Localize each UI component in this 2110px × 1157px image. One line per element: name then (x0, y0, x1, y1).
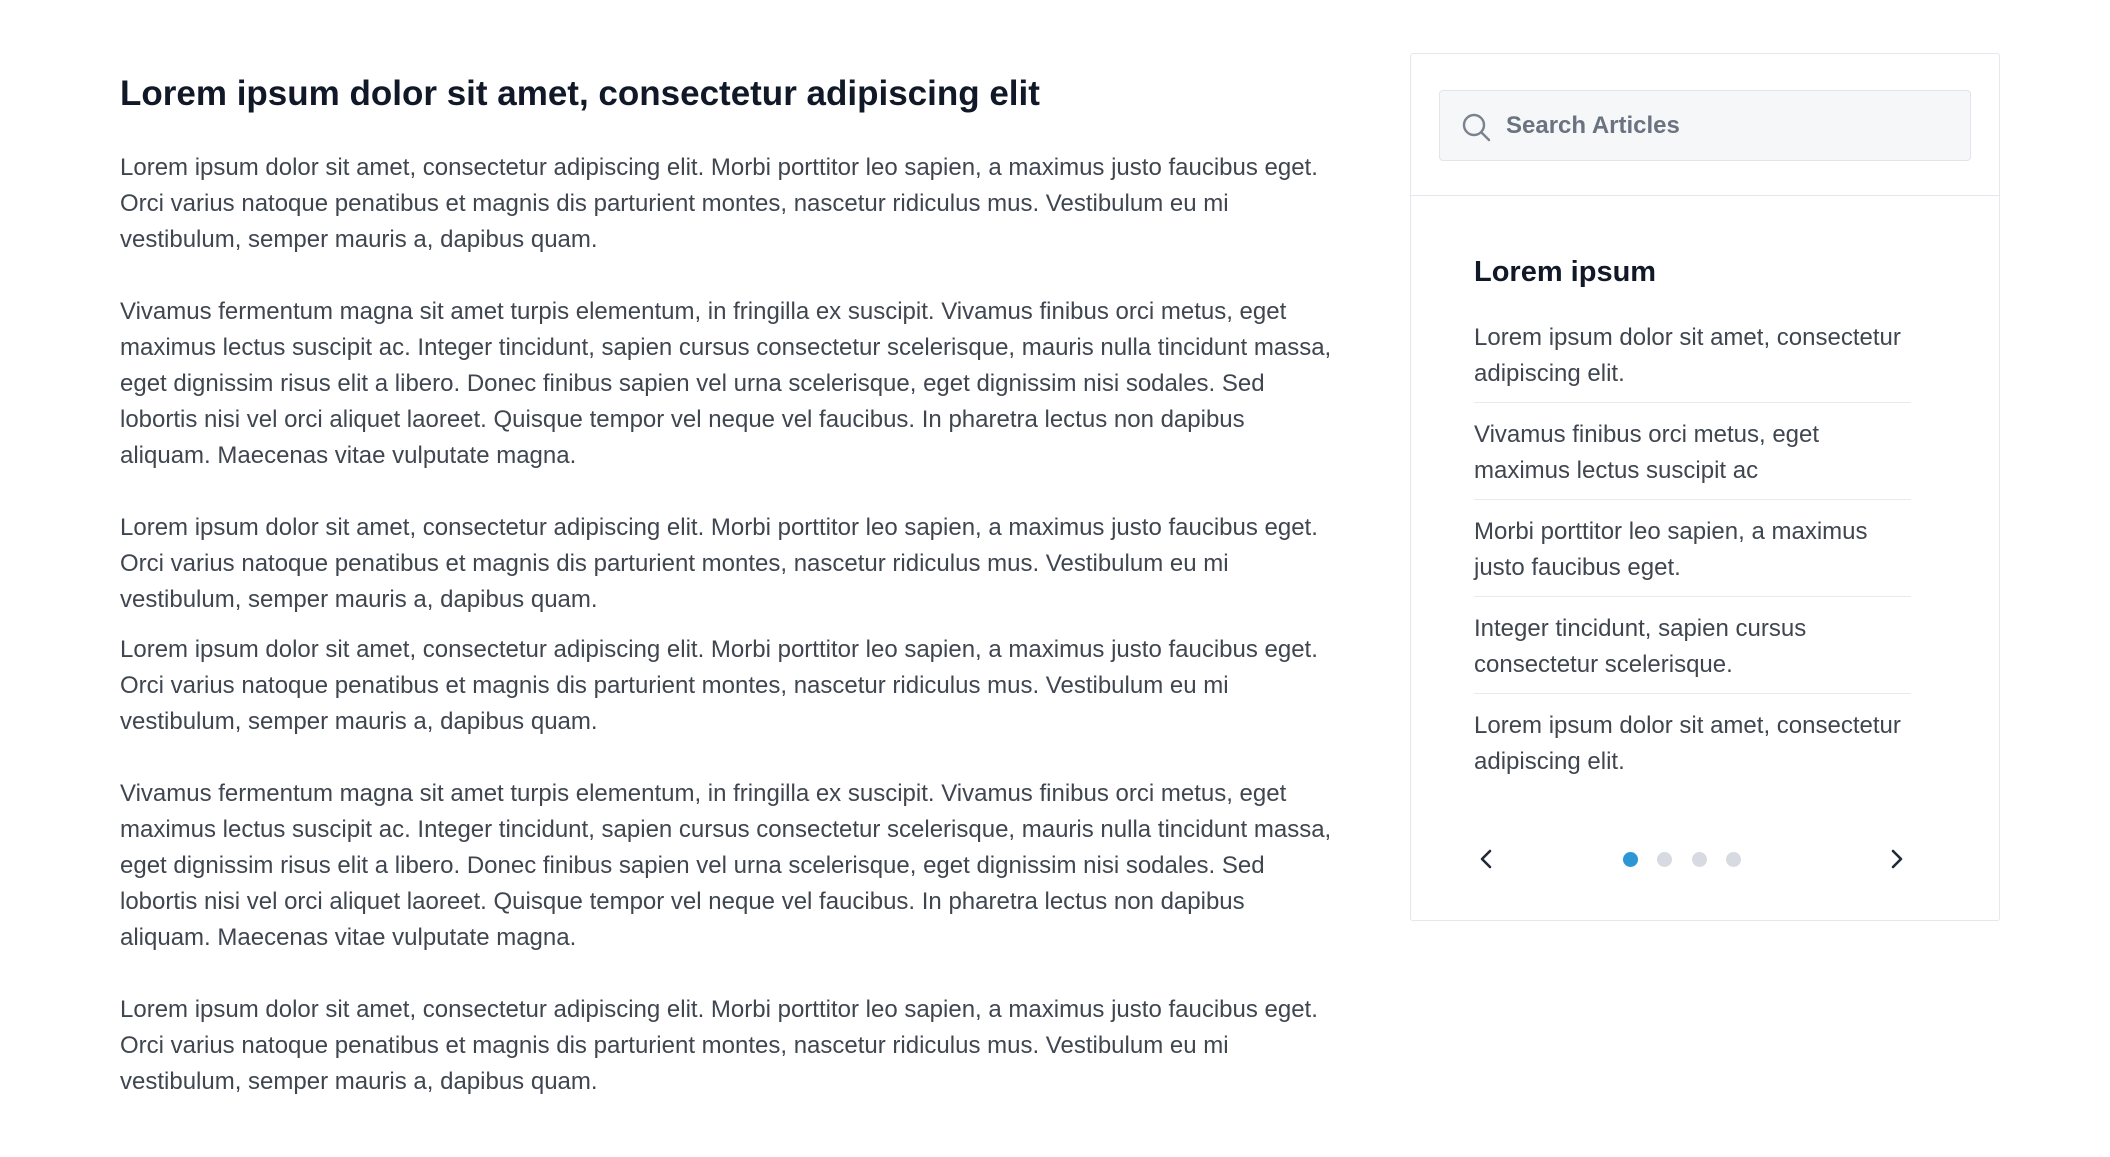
article-title: Lorem ipsum dolor sit amet, consectetur adipiscing elit (120, 74, 1040, 113)
search-icon (1460, 111, 1492, 143)
chevron-right-icon[interactable] (1881, 844, 1911, 874)
list-item[interactable]: Integer tincidunt, sapien cursus consectetur scelerisque. (1474, 611, 1911, 694)
sidebar (1410, 53, 2000, 921)
article-list (1474, 320, 1911, 790)
carousel-dot[interactable] (1726, 852, 1741, 867)
carousel-dot[interactable] (1623, 852, 1638, 867)
list-item[interactable]: Lorem ipsum dolor sit amet, consectetur adipiscing elit. (1474, 320, 1911, 403)
article (120, 68, 1340, 1100)
article-paragraph: Vivamus fermentum magna sit amet turpis elementum, in fringilla ex suscipit. Vivamus finibus orci metus, eget maximus lectus suscipit ac. Integer tincidunt, sapien cursus consectetur scelerisque, mauris nulla tincidunt massa, eget dignissim risus elit a libero. Donec finibus sapien vel urna scelerisque, eget dignissim nisi sodales. Sed lobortis nisi vel orci aliquet laoreet. Quisque tempor vel neque vel faucibus. In pharetra lectus non dapibus aliquam. Maecenas vitae vulputate magna. (120, 780, 1332, 951)
search-section (1411, 54, 1999, 196)
article-paragraph: Vivamus fermentum magna sit amet turpis elementum, in fringilla ex suscipit. Vivamus finibus orci metus, eget maximus lectus suscipit ac. Integer tincidunt, sapien cursus consectetur scelerisque, mauris nulla tincidunt massa, eget dignissim risus elit a libero. Donec finibus sapien vel urna scelerisque, eget dignissim nisi sodales. Sed lobortis nisi vel orci aliquet laoreet. Quisque tempor vel neque vel faucibus. In pharetra lectus non dapibus aliquam. Maecenas vitae vulputate magna. (120, 298, 1332, 469)
article-paragraph: Lorem ipsum dolor sit amet, consectetur adipiscing elit. Morbi porttitor leo sapien, a maximus justo faucibus eget. Orci varius natoque penatibus et magnis dis parturient montes, nascetur ridiculus mus. Vestibulum eu mi vestibulum, semper mauris a, dapibus quam. (120, 154, 1318, 253)
carousel-dots (1623, 852, 1756, 868)
list-item[interactable]: Lorem ipsum dolor sit amet, consectetur adipiscing elit. (1474, 712, 1901, 775)
carousel-dot[interactable] (1657, 852, 1672, 867)
search-input[interactable] (1506, 91, 1958, 160)
article-paragraph: Lorem ipsum dolor sit amet, consectetur adipiscing elit. Morbi porttitor leo sapien, a maximus justo faucibus eget. Orci varius natoque penatibus et magnis dis parturient montes, nascetur ridiculus mus. Vestibulum eu mi vestibulum, semper mauris a, dapibus quam. (120, 636, 1318, 735)
article-list-card (1411, 252, 1999, 790)
search-box[interactable] (1439, 90, 1971, 161)
article-paragraph: Lorem ipsum dolor sit amet, consectetur adipiscing elit. Morbi porttitor leo sapien, a maximus justo faucibus eget. Orci varius natoque penatibus et magnis dis parturient montes, nascetur ridiculus mus. Vestibulum eu mi vestibulum, semper mauris a, dapibus quam. (120, 996, 1318, 1095)
chevron-left-icon[interactable] (1472, 844, 1502, 874)
card-title: Lorem ipsum (1474, 256, 1657, 288)
article-paragraph: Lorem ipsum dolor sit amet, consectetur adipiscing elit. Morbi porttitor leo sapien, a maximus justo faucibus eget. Orci varius natoque penatibus et magnis dis parturient montes, nascetur ridiculus mus. Vestibulum eu mi vestibulum, semper mauris a, dapibus quam. (120, 514, 1318, 613)
list-item[interactable]: Morbi porttitor leo sapien, a maximus justo faucibus eget. (1474, 514, 1911, 597)
carousel-nav (1474, 844, 1911, 874)
carousel-dot[interactable] (1692, 852, 1707, 867)
list-item[interactable]: Vivamus finibus orci metus, eget maximus lectus suscipit ac (1474, 417, 1911, 500)
